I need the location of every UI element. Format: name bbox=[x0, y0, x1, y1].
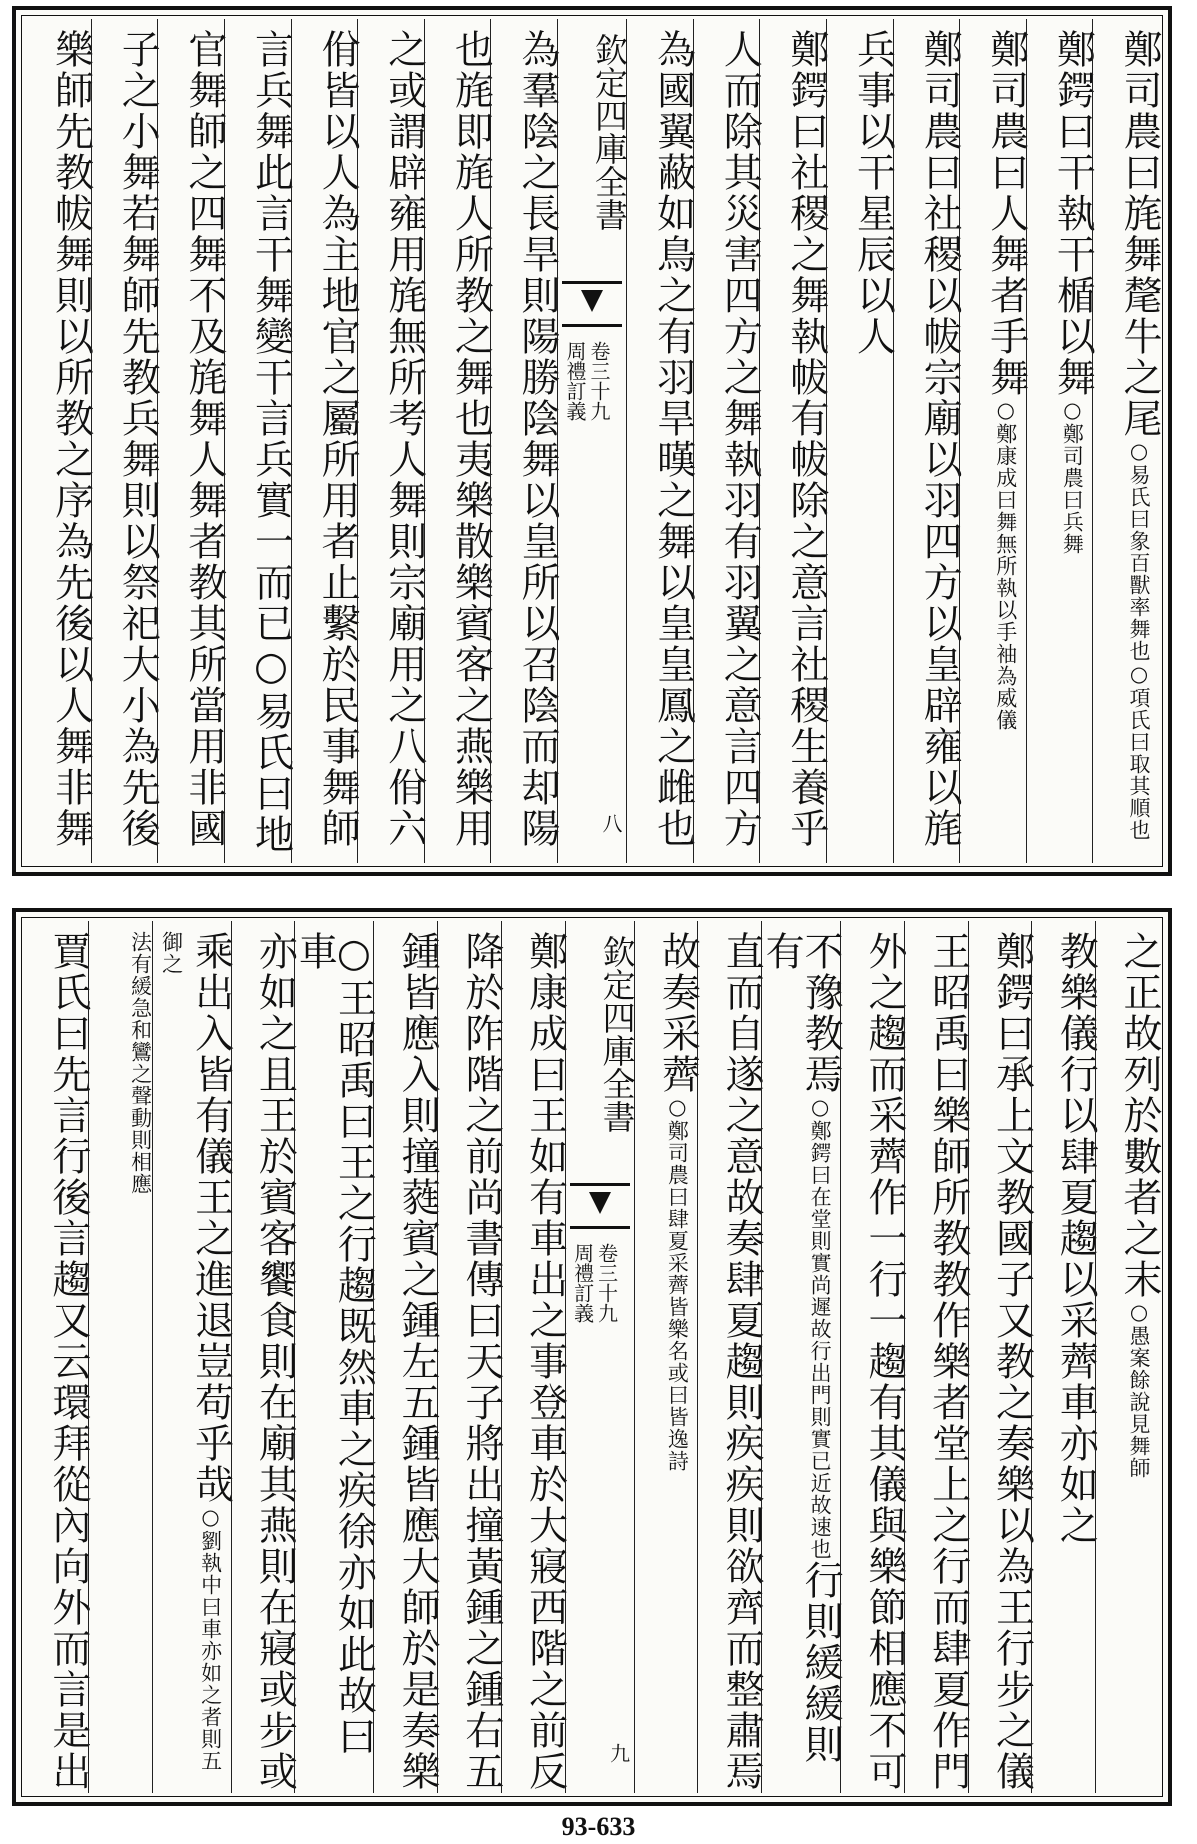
main-text: 兵事以干星辰以人 bbox=[850, 29, 896, 357]
text-column bbox=[424, 19, 494, 863]
folio-number: 九 bbox=[606, 1743, 631, 1763]
text-column bbox=[697, 921, 765, 1793]
main-text: 也旄即旄人所教之舞也夷樂散樂賓客之燕樂用 bbox=[448, 29, 494, 849]
commentary-note: ○鄭司農曰兵舞 bbox=[1060, 398, 1085, 555]
main-text: 言兵舞此言干舞變干言兵實一而已○易氏曰地 bbox=[248, 29, 294, 855]
commentary-note: ○鄭康成曰舞無所執以手袖為威儀 bbox=[993, 398, 1018, 731]
main-text: 不豫教焉 bbox=[798, 931, 844, 1095]
text-column bbox=[88, 921, 152, 1793]
commentary-note: ○易氏曰象百獸率舞也○項氏曰取其順也 bbox=[1127, 439, 1151, 841]
text-column bbox=[1026, 19, 1096, 863]
text-columns-top bbox=[25, 19, 1162, 863]
main-text: 鄭康成曰王如有車出之事登車於大寢西階之前反 bbox=[522, 931, 568, 1792]
text-column bbox=[231, 921, 298, 1793]
text-column bbox=[152, 921, 234, 1793]
chapter-title: 周禮訂義 bbox=[570, 1243, 595, 1323]
text-column bbox=[437, 921, 504, 1793]
text-column bbox=[91, 19, 161, 863]
main-text: 鍾皆應入則撞蕤賓之鍾左五鍾皆應大師於是奏樂 bbox=[395, 931, 441, 1792]
main-text: 鄭鍔曰干執干楯以舞 bbox=[1050, 29, 1096, 398]
text-column bbox=[826, 19, 896, 863]
text-column bbox=[759, 19, 829, 863]
commentary-note: ○愚案餘說見舞師 bbox=[1127, 1300, 1151, 1479]
text-column bbox=[959, 19, 1029, 863]
main-text: 降於阼階之前尚書傳曰天子將出撞黃鍾之鍾右五 bbox=[458, 931, 504, 1792]
page-top bbox=[12, 6, 1172, 876]
fish-tail-ornament bbox=[562, 281, 622, 327]
text-column bbox=[1095, 921, 1162, 1793]
main-text: 教樂儀行以肆夏趨以采薺車亦如之 bbox=[1053, 931, 1099, 1546]
commentary-note: ○鄭鍔曰在堂則實尚遲故行出門則實已近故速也 bbox=[808, 1095, 833, 1560]
folio-number: 八 bbox=[599, 813, 623, 833]
text-column bbox=[157, 19, 227, 863]
page-bottom bbox=[12, 908, 1172, 1806]
commentary-note: ○劉執中曰車亦如之者則五御之 bbox=[159, 931, 223, 1772]
book-title: 欽定四庫全書 bbox=[597, 935, 637, 1133]
chapter-title: 周禮訂義 bbox=[563, 341, 587, 421]
text-column bbox=[1031, 921, 1099, 1793]
main-text: 王昭禹曰樂師所教教作樂者堂上之行而肆夏作門 bbox=[925, 931, 971, 1792]
text-column bbox=[693, 19, 763, 863]
main-text: 鄭司農曰社稷以帗宗廟以羽四方以皇辟雍以旄 bbox=[917, 29, 963, 849]
text-column bbox=[25, 19, 94, 863]
text-column bbox=[224, 19, 294, 863]
main-text: 故奏采薺 bbox=[655, 931, 701, 1095]
main-text: 鄭司農曰旄舞氂牛之尾 bbox=[1117, 29, 1162, 439]
main-text: 為國翼蔽如鳥之有羽旱暵之舞以皇皇鳳之雌也 bbox=[650, 29, 696, 849]
page-number: 93-633 bbox=[561, 1812, 636, 1841]
main-text: 鄭鍔曰承上文教國子又教之奏樂以為王行步之儀 bbox=[989, 931, 1035, 1792]
main-text-tail: 行則緩緩則有 bbox=[759, 931, 844, 1765]
main-text: 之或謂辟雍用旄無所考人舞則宗廟用之八佾六 bbox=[381, 29, 427, 849]
text-column bbox=[968, 921, 1035, 1793]
text-column bbox=[759, 921, 844, 1793]
text-column bbox=[501, 921, 568, 1793]
text-column bbox=[373, 921, 441, 1793]
text-column bbox=[634, 921, 701, 1793]
text-column bbox=[490, 19, 560, 863]
text-column bbox=[893, 19, 963, 863]
main-text: 乘出入皆有儀王之進退豈苟乎哉 bbox=[188, 931, 234, 1505]
center-fold-column bbox=[557, 19, 629, 863]
volume-label: 卷三十九 bbox=[587, 341, 611, 421]
main-text: 佾皆以人為主地官之屬所用者止繫於民事舞師 bbox=[315, 29, 361, 849]
text-column bbox=[1092, 19, 1162, 863]
center-fold-column bbox=[565, 921, 637, 1793]
main-text: 亦如之且王於賓客饗食則在廟其燕則在寢或步或 bbox=[252, 931, 298, 1792]
main-text: ○王昭禹曰王之行趨既然車之疾徐亦如此故曰車 bbox=[292, 931, 377, 1757]
text-column bbox=[840, 921, 907, 1793]
main-text: 直而自遂之意故奏肆夏趨則疾疾則欲齊而整肅焉 bbox=[719, 931, 765, 1792]
text-column bbox=[291, 19, 361, 863]
main-text: 賈氏曰先言行後言趨又云環拜從內向外而言是出 bbox=[45, 931, 91, 1792]
text-column bbox=[626, 19, 696, 863]
volume-label: 卷三十九 bbox=[594, 1243, 619, 1323]
text-column bbox=[357, 19, 427, 863]
main-text: 外之趨而采薺作一行一趨有其儀與樂節相應不可 bbox=[861, 931, 907, 1792]
commentary-note: 法有緩急和鸞之聲動則相應 bbox=[128, 931, 153, 1195]
main-text: 子之小舞若舞師先教兵舞則以祭祀大小為先後 bbox=[115, 29, 161, 849]
main-text: 官舞師之四舞不及旄舞人舞者教其所當用非國 bbox=[181, 29, 227, 849]
commentary-note: ○鄭司農曰肆夏采薺皆樂名或曰皆逸詩 bbox=[665, 1095, 690, 1472]
main-text: 鄭司農曰人舞者手舞 bbox=[983, 29, 1029, 398]
text-column bbox=[292, 921, 377, 1793]
book-title: 欽定四庫全書 bbox=[590, 33, 629, 231]
main-text: 之正故列於數者之末 bbox=[1117, 931, 1162, 1300]
fish-tail-ornament bbox=[570, 1183, 630, 1229]
text-column bbox=[904, 921, 971, 1793]
main-text: 鄭鍔曰社稷之舞執帗有帗除之意言社稷生養乎 bbox=[783, 29, 829, 849]
main-text: 樂師先教帗舞則以所教之序為先後以人舞非舞 bbox=[48, 29, 94, 849]
main-text: 為羣陰之長旱則陽勝陰舞以皇所以召陰而却陽 bbox=[515, 29, 560, 849]
text-column bbox=[25, 921, 91, 1793]
text-columns-bottom bbox=[25, 921, 1162, 1793]
main-text: 人而除其災害四方之舞執羽有羽翼之意言四方 bbox=[717, 29, 763, 849]
